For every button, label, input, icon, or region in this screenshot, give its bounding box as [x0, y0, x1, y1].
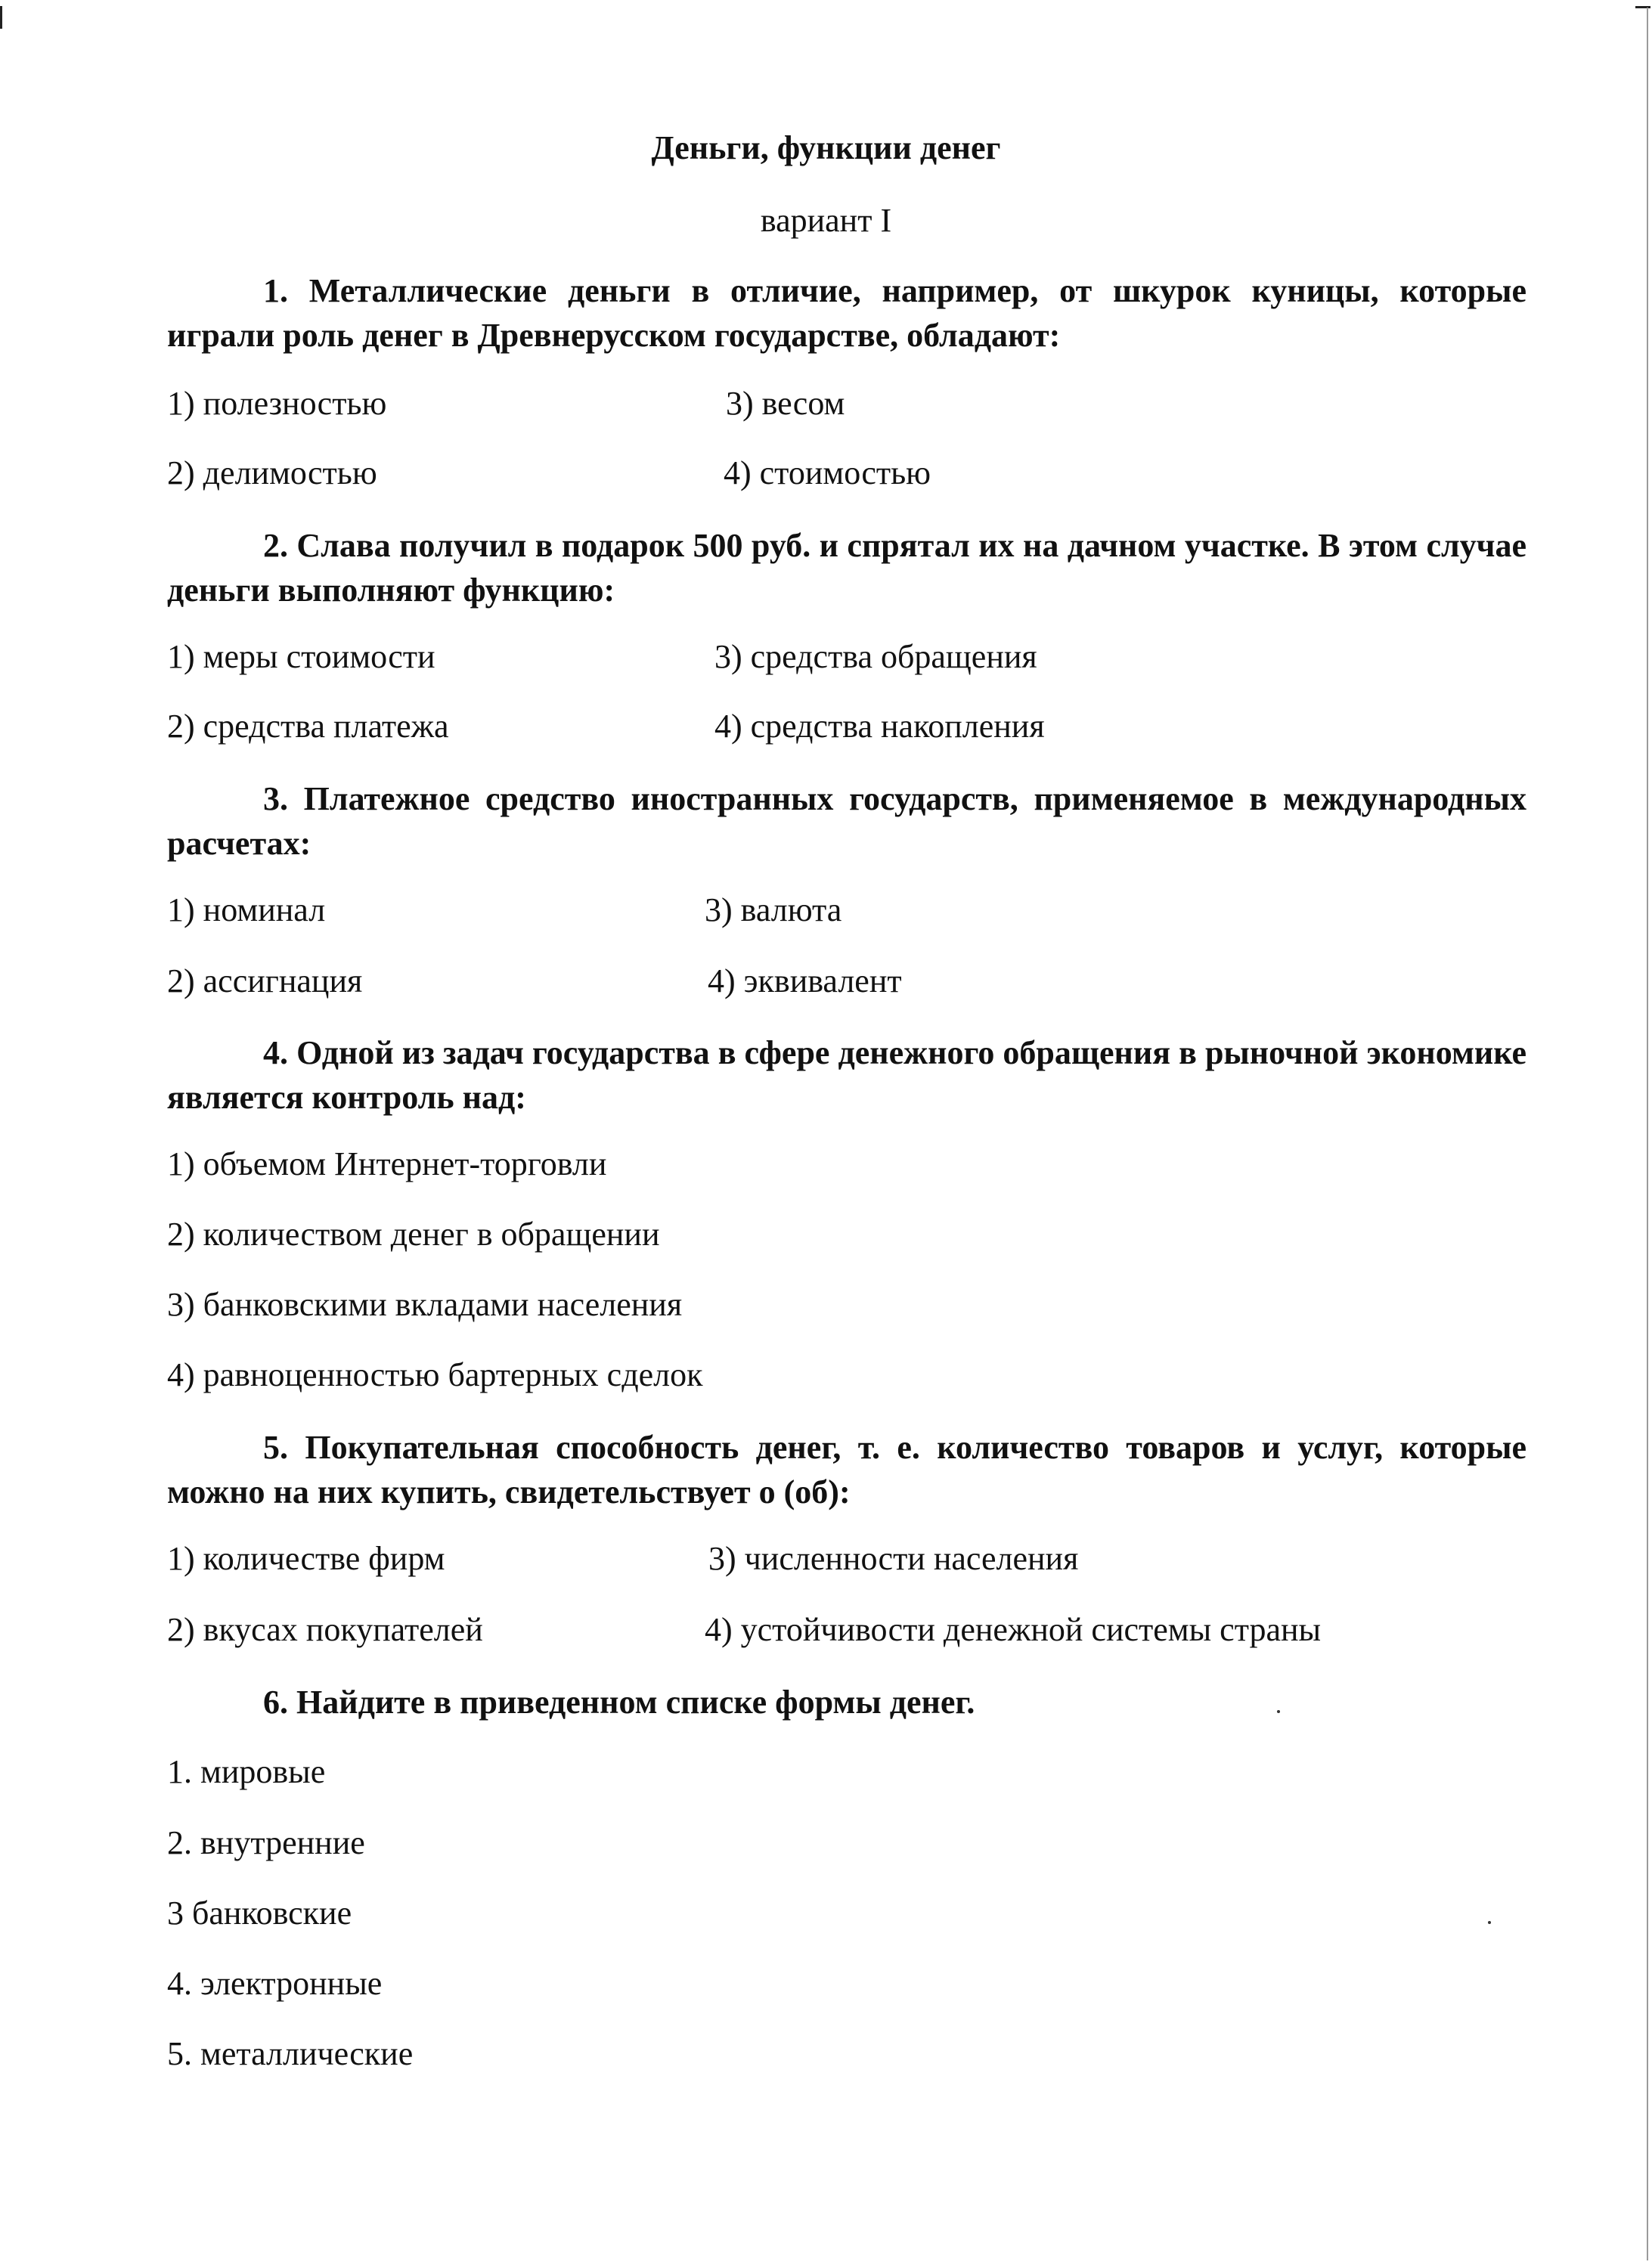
q1-option-3: 3) весом: [726, 385, 845, 422]
q2-option-2: 2) средства платежа: [167, 708, 449, 745]
q5-option-1: 1) количестве фирм: [167, 1540, 445, 1577]
question-2: 2. Слава получил в подарок 500 руб. и спрятал их на дачном участке. В этом случае деньги выполняют функцию:: [167, 527, 1526, 609]
q2-option-1: 1) меры стоимости: [167, 638, 435, 675]
q4-option-1: 1) объемом Интернет-торговли: [167, 1145, 607, 1182]
scan-speck: [1488, 1921, 1491, 1924]
q4-option-3: 3) банковскими вкладами населения: [167, 1286, 683, 1323]
q1-option-1: 1) полезностью: [167, 385, 387, 422]
q2-option-4: 4) средства накопления: [714, 708, 1045, 745]
document-title: Деньги, функции денег: [651, 129, 1001, 166]
q4-option-4: 4) равноценностью бартерных сделок: [167, 1356, 703, 1393]
q6-option-1: 1. мировые: [167, 1753, 326, 1790]
question-3: 3. Платежное средство иностранных государств, применяемое в международных расчетах:: [167, 780, 1526, 862]
q6-option-4: 4. электронные: [167, 1965, 383, 2002]
scan-edge-line-right: [1647, 8, 1648, 2260]
variant-label: вариант I: [760, 202, 892, 239]
q3-option-1: 1) номинал: [167, 891, 326, 928]
q5-option-2: 2) вкусах покупателей: [167, 1611, 483, 1648]
question-4: 4. Одной из задач государства в сфере денежного обращения в рыночной экономике является контроль над:: [167, 1034, 1526, 1116]
q4-option-2: 2) количеством денег в обращении: [167, 1216, 660, 1253]
question-6: 6. Найдите в приведенном списке формы денег.: [263, 1684, 975, 1721]
q2-option-3: 3) средства обращения: [714, 638, 1037, 675]
q1-option-2: 2) делимостью: [167, 454, 377, 491]
question-1: 1. Металлические деньги в отличие, например, от шкурок куницы, которые играли роль денег в Древнерусском государстве, обладают:: [167, 272, 1526, 354]
question-5: 5. Покупательная способность денег, т. е. количество товаров и услуг, которые можно на них купить, свидетельствует о (об):: [167, 1429, 1526, 1510]
scan-edge-mark-left: [0, 6, 2, 29]
q3-option-2: 2) ассигнация: [167, 962, 363, 999]
scan-edge-mark-right: [1635, 6, 1650, 8]
q5-option-4: 4) устойчивости денежной системы страны: [705, 1611, 1322, 1648]
q1-option-4: 4) стоимостью: [724, 454, 931, 491]
q3-option-4: 4) эквивалент: [708, 962, 902, 999]
q6-option-5: 5. металлические: [167, 2035, 414, 2072]
q6-option-3: 3 банковские: [167, 1895, 352, 1932]
q3-option-3: 3) валюта: [705, 891, 842, 928]
q6-option-2: 2. внутренние: [167, 1824, 365, 1861]
q5-option-3: 3) численности населения: [708, 1540, 1079, 1577]
